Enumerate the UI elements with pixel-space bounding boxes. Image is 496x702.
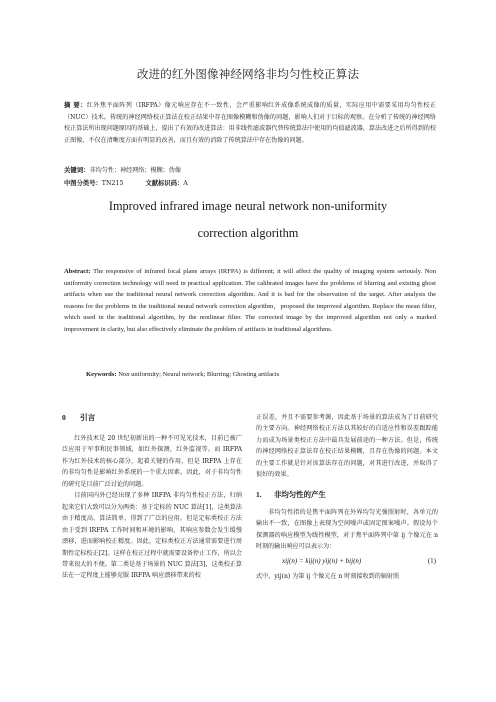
classification-line: [64, 178, 436, 187]
keywords-cn-text: 非均匀性；神经网络；模糊；伪像: [89, 167, 181, 174]
section-0-heading: [62, 412, 242, 424]
abstract-cn: [64, 100, 436, 146]
keywords-en: [86, 371, 436, 378]
keywords-cn-label: 关键词：: [64, 166, 90, 174]
intro-paragraph-continued: 正误差，并且不需要参考源，因此基于场景的算法成为了目前研究的主要方向。神经网络校正方法以其较好的自适应性和误差跟踪能力而成为场景类校正方法中最具发展前途的一种方法。但是，传统的神经网络校正算法存在校正结果模糊，且存在伪像的问题。本文的主要工作就是针对该算法存在的问题，对其进行改进，并取得了很好的效果。: [256, 414, 438, 479]
abstract-cn-text: 红外焦平面阵列（IRFPA）像元响应存在不一致性，会严重影响红外成像系统成像的质量，实际应用中需要采用均匀性校正（NUC）技术。传统的神经网络校正算法在校正结果中存在图像模糊和伪像的问题，影响人们对于目标的观察。在分析了传统的神经网络校正算法所出现问题原因的基础上，提出了有效的改进算法：用非线性滤波器代替传统算法中使用的均值滤波器，算法改进之后所得到的校正图像，不仅在清晰度方面有明显的改善，而且有效的消除了传统算法中存在伪像的问题。: [64, 102, 436, 144]
keywords-cn: [64, 165, 436, 174]
abstract-en-label: Abstract:: [64, 268, 91, 275]
document-code-label: 文献标识码：: [145, 180, 184, 187]
section-1-number: 1.: [256, 489, 262, 499]
intro-paragraph-1: 红外技术是 20 世纪初新出的一种不可见光技术，目前已被广泛应用于军事和民事领域，如红外探测，红外监视等。而 IRFPA 作为红外技术的核心部分，起着关键的作用，但是 IRFPA 上存在的非均匀性是影响红外系统的一个重大因素。因此，对于非均匀性的研究是目前广泛讨论的问题。: [62, 435, 242, 488]
equation-1-number: (1): [427, 556, 436, 565]
body-column-left: [62, 412, 242, 582]
section-0-number: 0: [62, 413, 66, 422]
paper-title-en-line2: correction algorithm: [197, 226, 299, 240]
paper-title-en-line1: Improved infrared image neural network non-uniformity: [108, 199, 388, 213]
section-0-title: 引言: [80, 413, 96, 422]
intro-paragraph-2: 目前国内外已经出现了多种 IRFPA 非均匀性校正方法，归纳起来它们大致可以分为两类：基于定标的 NUC 算法[1]，这类算法由于精度高、算法简单，得到了广泛的应用。但是定标类校正方法由于受到 IRFPA 工作时间和环境的影响，其响应参数会发生缓慢漂移，进而影响校正精度。因此，定标类校正方法通常需要进行周期性定标校正[2]。这样在校正过程中就需要设备停止工作，所以会带来很大的不便。第二类是基于场景的 NUC 算法[3]，这类校正算法在一定程度上能够克服 IRFPA 响应漂移带来的校: [62, 492, 242, 580]
paper-title-cn: 改进的红外图像神经网络非均匀性校正算法: [136, 67, 360, 81]
document-code-value: A: [183, 180, 188, 187]
keywords-en-text: Non uniformity; Neural network; Blurring; Ghosting artifacts: [118, 371, 280, 378]
keywords-en-label: Keywords:: [86, 371, 117, 378]
classification-value: TN215: [101, 180, 124, 187]
equation-1-expression: xij(n) = kij(n) yij(n) + bij(n): [282, 556, 362, 565]
equation-1: [256, 555, 438, 569]
section-1-paragraph-tail: 式中，yij(n) 为第 ij 个像元在 n 时刻接收到的辐射照: [256, 572, 400, 580]
abstract-cn-label: 摘 要：: [64, 101, 87, 109]
section-1-title: 非均匀性的产生: [274, 489, 326, 499]
abstract-en: [64, 266, 436, 336]
section-1-heading: [256, 489, 438, 501]
abstract-en-text: The responsive of infrared focal plane arrays (IRFPA) is different; it will affect the quality of imaging system seriously. Non uniformity correction technology will need in practical application. The calibrated images have the problems of blurring and existing ghost artifacts when use the traditional neural network correction algorithm. And it is bad for the observation of the target. After analysis the reasons for the problems in the traditional neural network correction algorithm，proposed the improved algorithm. Replace the mean filter, which used in the traditional algorithm, by the nonlinear filter. The corrected image by the improved algorithm not only a marked improvement in clarity, but also effectively eliminate the problem of artifacts in traditional algorithms.: [64, 268, 436, 333]
section-1-paragraph: 非均匀性指的是焦平面阵列在外界均匀光强照射时，各单元的输出不一致，在图像上表现为空间噪声或固定图案噪声。假设每个探测器的响应模型为线性模型，对于焦平面阵列中第 ij 个像元在 n 时刻的输出响应可以表示为：: [256, 508, 438, 551]
body-column-right: [256, 412, 438, 582]
classification-label: 中图分类号：: [64, 180, 102, 187]
paper-title-en: [0, 193, 496, 247]
